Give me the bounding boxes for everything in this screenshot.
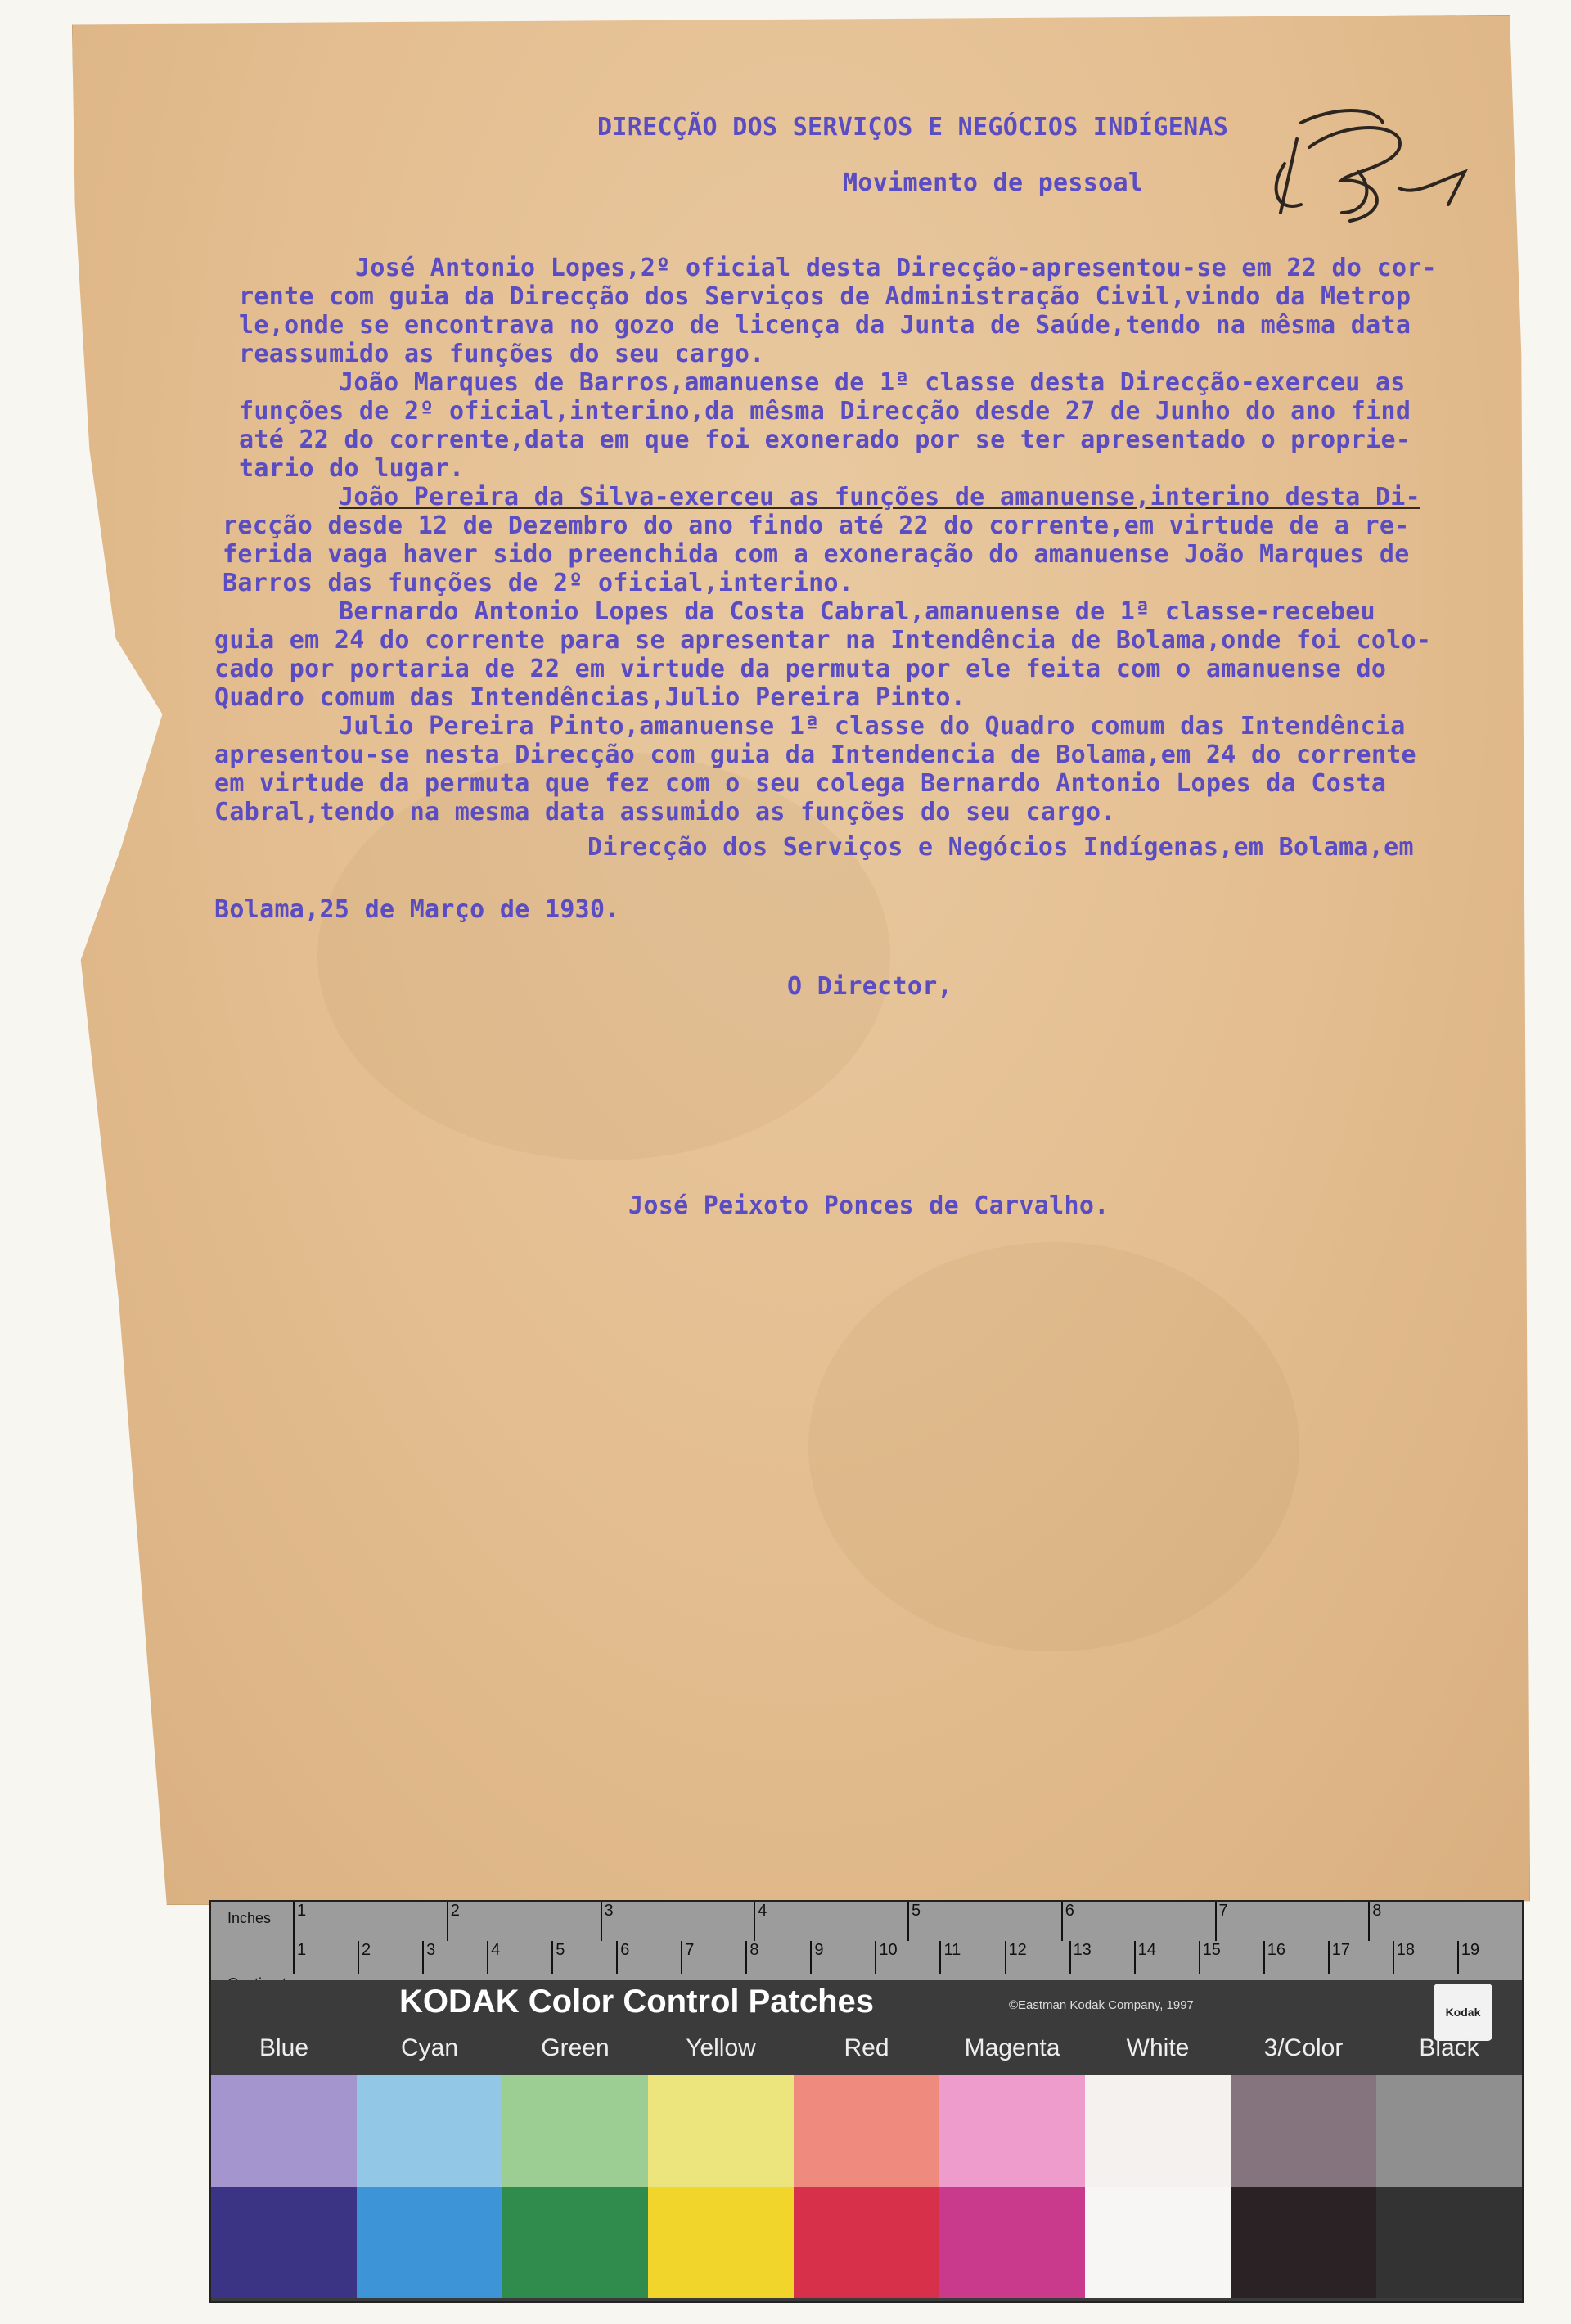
kodak-banner — [211, 1980, 1522, 2028]
closing-place: Direcção dos Serviços e Negócios Indígenas,em Bolama,em — [587, 833, 1414, 862]
inch-ticks — [293, 1902, 1522, 1941]
cm-tick: 10 — [875, 1941, 939, 1974]
kodak-copyright: ©Eastman Kodak Company, 1997 — [1009, 1998, 1194, 2012]
body-line: funções de 2º oficial,interino,da mêsma Direcção desde 27 de Junho do ano find — [239, 397, 1411, 426]
inch-tick: 1 — [293, 1902, 447, 1941]
cm-tick: 4 — [487, 1941, 551, 1974]
color-patch — [939, 2187, 1085, 2298]
color-patch — [1376, 2075, 1522, 2187]
cm-tick: 15 — [1199, 1941, 1263, 1974]
cm-tick: 7 — [681, 1941, 745, 1974]
signatory-role: O Director, — [787, 972, 952, 1001]
cm-tick: 14 — [1134, 1941, 1199, 1974]
color-patch — [357, 2075, 502, 2187]
inch-tick: 8 — [1368, 1902, 1522, 1941]
cm-tick: 5 — [551, 1941, 616, 1974]
body-line: José Antonio Lopes,2º oficial desta Direcção-apresentou-se em 22 do cor- — [355, 254, 1438, 282]
patch-label: Red — [844, 2034, 889, 2061]
inch-tick: 4 — [754, 1902, 907, 1941]
document-header: DIRECÇÃO DOS SERVIÇOS E NEGÓCIOS INDÍGENAS — [597, 113, 1229, 142]
color-patch — [357, 2187, 502, 2298]
patch-label: Cyan — [400, 2034, 459, 2061]
body-line: João Marques de Barros,amanuense de 1ª classe desta Direcção-exerceu as — [339, 368, 1406, 397]
color-patch — [1085, 2075, 1231, 2187]
inch-tick: 5 — [907, 1902, 1061, 1941]
inch-tick: 3 — [601, 1902, 754, 1941]
body-line: rente com guia da Direcção dos Serviços de Administração Civil,vindo da Metrop — [239, 282, 1411, 311]
color-patch — [939, 2075, 1085, 2187]
body-line: Barros das funções de 2º oficial,interino. — [223, 569, 854, 597]
body-line: Cabral,tendo na mesma data assumido as funções do seu cargo. — [214, 798, 1116, 826]
cm-tick: 1 — [293, 1941, 358, 1974]
cm-tick: 18 — [1393, 1941, 1457, 1974]
body-line: Julio Pereira Pinto,amanuense 1ª classe do Quadro comum das Intendência — [339, 712, 1406, 741]
kodak-color-control-strip — [209, 1900, 1524, 2303]
cm-tick: 16 — [1263, 1941, 1328, 1974]
color-patch — [648, 2075, 794, 2187]
color-patch — [502, 2187, 648, 2298]
kodak-logo-icon: Kodak — [1434, 1984, 1492, 2041]
cm-ticks — [293, 1941, 1522, 1974]
patch-label: Blue — [259, 2034, 309, 2061]
body-line: João Pereira da Silva-exerceu as funções de amanuense,interino desta Di- — [339, 483, 1421, 511]
color-patch — [1231, 2075, 1376, 2187]
body-line: reassumido as funções do seu cargo. — [239, 340, 765, 368]
cm-tick: 8 — [745, 1941, 810, 1974]
patch-label: Yellow — [686, 2034, 756, 2061]
patches-bottom-row — [211, 2187, 1522, 2298]
patches-top-row — [211, 2075, 1522, 2187]
cm-tick: 17 — [1328, 1941, 1393, 1974]
cm-tick: 9 — [810, 1941, 875, 1974]
cm-tick: 6 — [616, 1941, 681, 1974]
inch-tick: 6 — [1061, 1902, 1215, 1941]
document-subheader: Movimento de pessoal — [843, 169, 1144, 197]
body-line: até 22 do corrente,data em que foi exonerado por se ter apresentado o proprie- — [239, 426, 1411, 454]
body-line: tario do lugar. — [239, 454, 465, 483]
patch-labels — [211, 2034, 1522, 2067]
date-line: Bolama,25 de Março de 1930. — [214, 895, 620, 924]
color-patch — [794, 2187, 939, 2298]
ruler-ticks — [293, 1902, 1522, 1980]
signatory-name: José Peixoto Ponces de Carvalho. — [628, 1191, 1110, 1220]
body-line: ferida vaga haver sido preenchida com a exoneração do amanuense João Marques de — [223, 540, 1410, 569]
patch-label: White — [1126, 2034, 1190, 2061]
cm-tick: 12 — [1005, 1941, 1069, 1974]
patch-label: Green — [541, 2034, 610, 2061]
body-line: em virtude da permuta que fez com o seu colega Bernardo Antonio Lopes da Costa — [214, 769, 1387, 798]
inch-tick: 2 — [447, 1902, 601, 1941]
body-line: Quadro comum das Intendências,Julio Pereira Pinto. — [214, 683, 966, 712]
color-patch — [1085, 2187, 1231, 2298]
body-line: guia em 24 do corrente para se apresentar na Intendência de Bolama,onde foi colo- — [214, 626, 1432, 655]
color-patch — [211, 2075, 357, 2187]
inch-tick: 7 — [1215, 1902, 1369, 1941]
color-patch — [1376, 2187, 1522, 2298]
cm-tick: 19 — [1457, 1941, 1522, 1974]
patch-label: Magenta — [964, 2034, 1060, 2061]
cm-tick: 13 — [1069, 1941, 1134, 1974]
inches-label: Inches — [227, 1910, 272, 1926]
body-line: recção desde 12 de Dezembro do ano findo até 22 do corrente,em virtude de a re- — [223, 511, 1410, 540]
body-line: le,onde se encontrava no gozo de licença da Junta de Saúde,tendo na mêsma data — [239, 311, 1411, 340]
cm-tick: 11 — [939, 1941, 1004, 1974]
color-patch — [1231, 2187, 1376, 2298]
body-line: cado por portaria de 22 em virtude da permuta por ele feita com o amanuense do — [214, 655, 1387, 683]
body-line: Bernardo Antonio Lopes da Costa Cabral,amanuense de 1ª classe-recebeu — [339, 597, 1375, 626]
cm-tick: 3 — [422, 1941, 487, 1974]
color-patch — [794, 2075, 939, 2187]
color-patch — [502, 2075, 648, 2187]
color-patch — [648, 2187, 794, 2298]
patch-label: 3/Color — [1263, 2034, 1344, 2061]
color-patch — [211, 2187, 357, 2298]
kodak-title: KODAK Color Control Patches — [399, 1984, 875, 2020]
patch-label: Black — [1419, 2034, 1479, 2061]
cm-tick: 2 — [358, 1941, 422, 1974]
body-line: apresentou-se nesta Direcção com guia da Intendencia de Bolama,em 24 do corrente — [214, 741, 1416, 769]
ruler — [211, 1902, 1522, 1980]
